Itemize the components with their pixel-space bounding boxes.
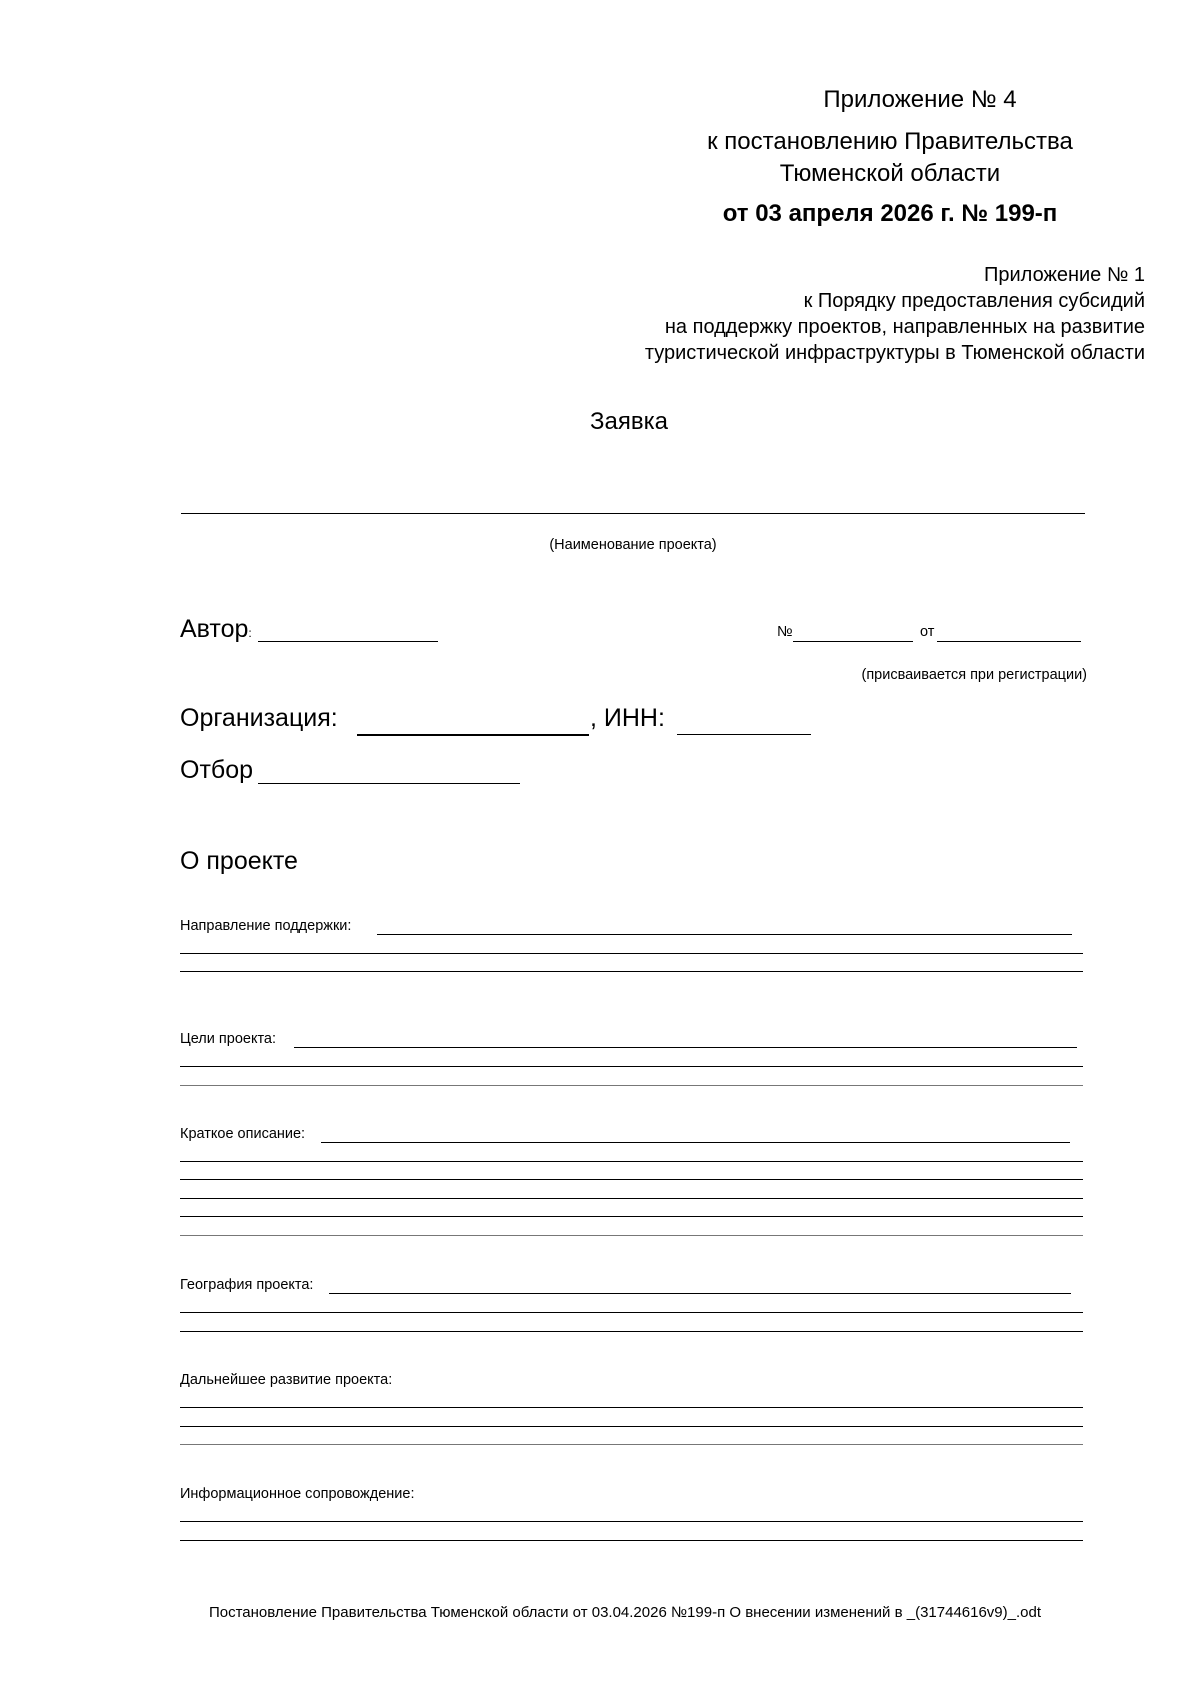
author-field[interactable]	[258, 641, 438, 642]
organization-field[interactable]	[357, 734, 589, 736]
document-footer: Постановление Правительства Тюменской области от 03.04.2026 №199-п О внесении изменений в _(31744616v9)_.odt	[208, 1604, 1042, 1621]
project-geography-field[interactable]	[329, 1293, 1071, 1294]
short-description-line[interactable]	[180, 1216, 1083, 1217]
appendix-sub-title: Приложение № 1	[984, 264, 1145, 286]
information-support-line[interactable]	[180, 1540, 1083, 1541]
project-goals-label: Цели проекта:	[180, 1031, 277, 1047]
appendix-main-title: Приложение № 4	[823, 86, 1017, 113]
registration-note: (присваивается при регистрации)	[861, 667, 1087, 683]
inn-label: , ИНН:	[590, 704, 665, 732]
support-direction-field[interactable]	[377, 934, 1072, 935]
project-goals-line[interactable]	[180, 1066, 1083, 1067]
project-goals-line[interactable]	[180, 1085, 1083, 1086]
project-geography-line[interactable]	[180, 1312, 1083, 1313]
support-direction-label: Направление поддержки:	[180, 918, 352, 934]
selection-label: Отбор	[180, 756, 254, 784]
author-label	[180, 615, 252, 644]
project-name-caption: (Наименование проекта)	[549, 537, 717, 553]
decree-reference-line2: Тюменской области	[779, 160, 1001, 187]
project-goals-field[interactable]	[294, 1047, 1077, 1048]
selection-field[interactable]	[258, 783, 520, 784]
short-description-field[interactable]	[321, 1142, 1070, 1143]
registration-number-label: №	[777, 624, 793, 640]
organization-label: Организация:	[180, 704, 338, 732]
project-geography-label: География проекта:	[180, 1277, 314, 1293]
inn-field[interactable]	[677, 734, 811, 735]
short-description-line[interactable]	[180, 1198, 1083, 1199]
short-description-line[interactable]	[180, 1179, 1083, 1180]
decree-reference-line1: к постановлению Правительства	[707, 128, 1073, 155]
registration-date-label: от	[920, 624, 935, 640]
form-title: Заявка	[590, 408, 668, 435]
further-development-line[interactable]	[180, 1407, 1083, 1408]
short-description-line[interactable]	[180, 1161, 1083, 1162]
order-reference-line1: к Порядку предоставления субсидий	[803, 290, 1145, 312]
author-label-text: Автор	[180, 615, 249, 643]
decree-date: от 03 апреля 2026 г. № 199-п	[722, 200, 1058, 227]
information-support-line[interactable]	[180, 1521, 1083, 1522]
support-direction-line[interactable]	[180, 971, 1083, 972]
short-description-line[interactable]	[180, 1235, 1083, 1236]
support-direction-line[interactable]	[180, 953, 1083, 954]
further-development-line[interactable]	[180, 1444, 1083, 1445]
project-name-field[interactable]	[181, 513, 1085, 514]
about-heading: О проекте	[180, 847, 298, 875]
registration-date-field[interactable]	[937, 641, 1081, 642]
author-label-colon: :	[248, 626, 252, 640]
further-development-line[interactable]	[180, 1426, 1083, 1427]
short-description-label: Краткое описание:	[180, 1126, 306, 1142]
further-development-label: Дальнейшее развитие проекта:	[180, 1372, 393, 1388]
information-support-label: Информационное сопровождение:	[180, 1486, 415, 1502]
order-reference-line2: на поддержку проектов, направленных на развитие	[664, 316, 1145, 338]
registration-number-field[interactable]	[793, 641, 913, 642]
order-reference-line3: туристической инфраструктуры в Тюменской области	[644, 342, 1145, 364]
project-geography-line[interactable]	[180, 1331, 1083, 1332]
